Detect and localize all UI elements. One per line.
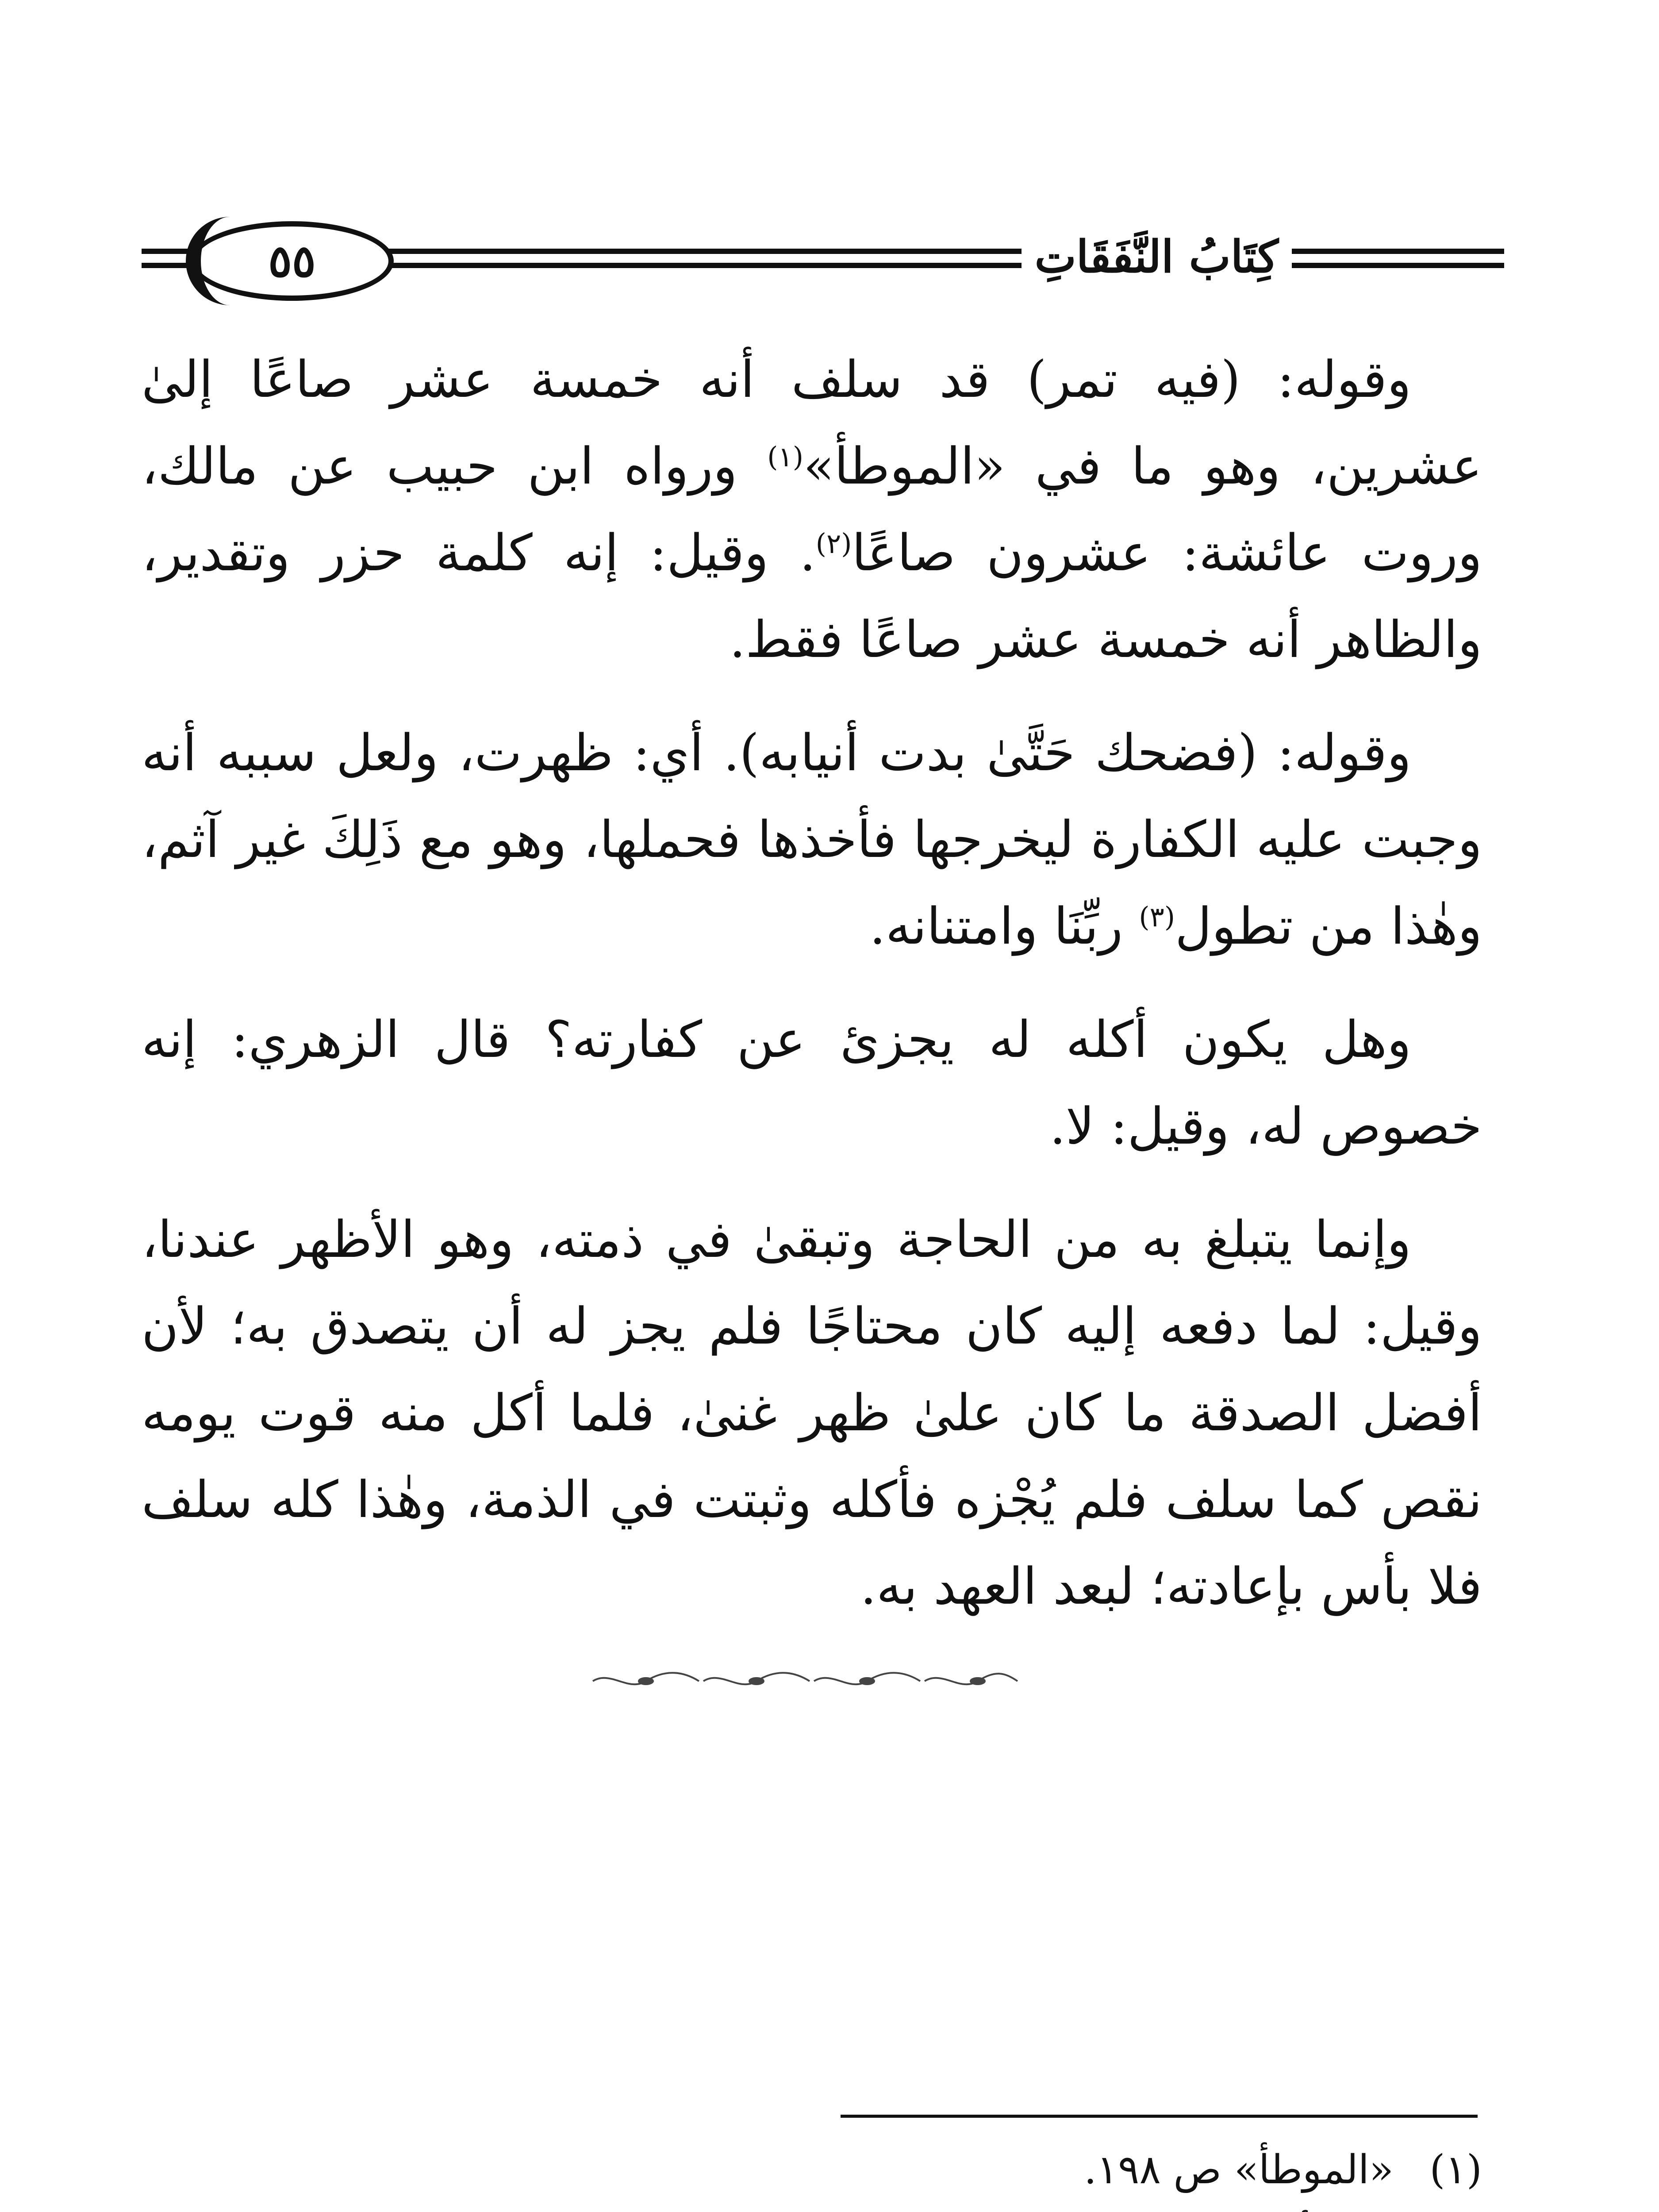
- footnote-ref-3: (٣): [1139, 901, 1175, 933]
- footnote-1: [142, 2137, 1482, 2203]
- footnotes: [142, 2137, 1482, 2212]
- paragraph-2: [142, 710, 1482, 970]
- footnote-1-number: (١): [1429, 2147, 1482, 2193]
- footnote-ref-2: (٢): [815, 527, 852, 560]
- page-number-badge-accent: [186, 217, 274, 305]
- paragraph-1-part-3: . وقيل: إنه كلمة حزر وتقدير، والظاهر أنه خمسة عشر صاعًا فقط.: [142, 523, 1482, 669]
- paragraph-3: وهل يكون أكله له يجزئ عن كفارته؟ قال الزهري: إنه خصوص له، وقيل: لا.: [142, 1010, 1482, 1156]
- footnote-1-text: «الموطأ» ص ١٩٨.: [1084, 2147, 1394, 2193]
- running-title: كِتَابُ النَّفَقَاتِ: [1022, 226, 1292, 288]
- page-header: [142, 208, 1504, 314]
- paragraph-2-part-1: وقوله: (فضحك حَتَّىٰ بدت أنيابه). أي: ظهرت، ولعل سببه أنه وجبت عليه الكفارة ليخرجها فأخذها فحملها، وهو مع ذَلِكَ غير آثم، وهٰذا من تطول: [142, 723, 1482, 956]
- main-text: [142, 336, 1482, 1656]
- page-number: ٥٥: [268, 235, 316, 287]
- paragraph-4: وإنما يتبلغ به من الحاجة وتبقىٰ في ذمته، وهو الأظهر عندنا، وقيل: لما دفعه إليه كان محتاجًا فلم يجز له أن يتصدق به؛ لأن أفضل الصدقة ما كان علىٰ ظهر غنىٰ، فلما أكل منه قوت يومه نقص كما سلف فلم يُجْزه فأكله وثبتت في الذمة، وهٰذا كله سلف فلا بأس بإعادته؛ لبعد العهد به.: [142, 1210, 1482, 1616]
- paragraph-1: [142, 336, 1482, 683]
- footnote-2-number: [1394, 2203, 1482, 2212]
- paragraph-1-part-1: وقوله: (فيه تمر) قد سلف أنه خمسة عشر صاعًا إلىٰ عشرين، وهو ما في «الموطأ»: [142, 350, 1482, 495]
- footnote-2: [142, 2203, 1482, 2212]
- footnote-separator: [841, 2115, 1478, 2118]
- footnote-ref-1: (١): [767, 441, 804, 473]
- paragraph-2-part-2: ربِّنَا وامتنانه.: [869, 897, 1139, 956]
- paragraph-1-part-2: ورواه ابن حبيب عن مالك، وروت عائشة: عشرون صاعًا: [142, 437, 1482, 582]
- header-rule-right-short: [1416, 249, 1504, 254]
- section-ornament: [584, 1668, 1026, 1694]
